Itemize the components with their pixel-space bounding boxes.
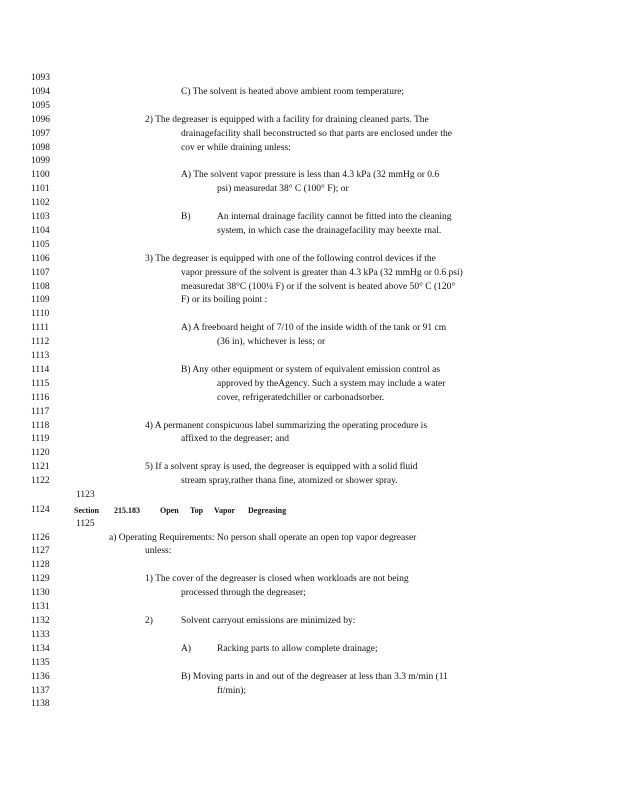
text-line: a) Operating Requirements: No person shall operate an open top vapor degreaser [109, 533, 417, 543]
section-title-word: Open [160, 506, 179, 515]
line-number: 1107 [31, 268, 50, 278]
line-number: 1109 [31, 295, 50, 305]
line-number: 1112 [31, 337, 50, 347]
text-line: A) [181, 644, 192, 654]
line-number: 1122 [31, 476, 50, 486]
line-number: 1121 [31, 462, 50, 472]
text-line: processed through the degreaser; [181, 588, 306, 598]
line-number: 1101 [31, 184, 50, 194]
line-number: 1095 [31, 101, 50, 111]
line-number: 1136 [31, 672, 50, 682]
text-line: 2) The degreaser is equipped with a facility for draining cleaned parts. The [145, 115, 429, 125]
text-line: system, in which case the drainagefacility may beexte rnal. [217, 226, 442, 236]
text-line: affixed to the degreaser; and [181, 434, 289, 444]
text-line: approved by theAgency. Such a system may include a water [217, 379, 446, 389]
text-line: B) [181, 212, 191, 222]
text-line: A) The solvent vapor pressure is less than 4.3 kPa (32 mmHg or 0.6 [181, 170, 440, 180]
text-line: An internal drainage facility cannot be fitted into the cleaning [217, 212, 452, 222]
line-number: 1098 [31, 143, 50, 153]
line-number: 1126 [31, 533, 50, 543]
line-number: 1100 [31, 170, 50, 180]
line-number: 1116 [31, 393, 50, 403]
text-line: unless: [145, 546, 172, 556]
line-number: 1129 [31, 574, 50, 584]
text-line: (36 in), whichever is less; or [217, 337, 326, 347]
text-line: B) Any other equipment or system of equivalent emission control as [181, 365, 441, 375]
line-number: 1131 [31, 602, 50, 612]
line-number: 1111 [31, 323, 49, 333]
line-number: 1124 [31, 505, 50, 515]
text-line: 5) If a solvent spray is used, the degreaser is equipped with a solid fluid [145, 462, 418, 472]
line-number: 1113 [31, 351, 50, 361]
line-number: 1115 [31, 379, 50, 389]
line-number: 1099 [31, 156, 50, 166]
line-number: 1094 [31, 87, 50, 97]
text-line: A) A freeboard height of 7/10 of the inside width of the tank or 91 cm [181, 323, 447, 333]
section-title-word: Top [190, 506, 204, 515]
text-line: B) Moving parts in and out of the degreaser at less than 3.3 m/min (11 [181, 672, 448, 682]
text-line: Racking parts to allow complete drainage; [217, 644, 378, 654]
text-line: psi) measuredat 38° C (100° F); or [217, 184, 349, 194]
line-number: 1130 [31, 588, 50, 598]
line-number: 1137 [31, 686, 50, 696]
line-number: 1104 [31, 226, 50, 236]
text-line: 2) [145, 616, 153, 626]
text-line: F) or its boiling point : [181, 295, 268, 305]
line-number: 1127 [31, 546, 50, 556]
line-number: 1132 [31, 616, 50, 626]
line-number: 1093 [31, 73, 50, 83]
line-number: 1120 [31, 448, 50, 458]
text-line: drainagefacility shall beconstructed so that parts are enclosed under the [181, 129, 452, 139]
text-line: 4) A permanent conspicuous label summarizing the operating procedure is [145, 421, 428, 431]
line-number: 1133 [31, 630, 50, 640]
line-number: 1138 [31, 699, 50, 709]
text-line: ft/min); [217, 686, 247, 696]
line-number: 1106 [31, 254, 50, 264]
text-line: 3) The degreaser is equipped with one of the following control devices if the [145, 254, 436, 264]
line-number: 1123 [76, 490, 95, 500]
line-number: 1125 [76, 519, 95, 529]
text-line: cov er while draining unless: [181, 143, 291, 153]
text-line: Solvent carryout emissions are minimized by: [181, 616, 356, 626]
line-number: 1128 [31, 560, 50, 570]
text-line: measuredat 38°C (100¼ F) or if the solvent is heated above 50° C (120° [181, 282, 456, 292]
line-number: 1096 [31, 115, 50, 125]
line-number: 1117 [31, 407, 50, 417]
text-line: cover, refrigeratedchiller or carbonadsorber. [217, 393, 385, 403]
text-line: 1) The cover of the degreaser is closed when workloads are not being [145, 574, 409, 584]
section-number: 215.183 [114, 506, 140, 515]
text-line: C) The solvent is heated above ambient room temperature; [181, 87, 405, 97]
section-title-word: Vapor [214, 506, 236, 515]
line-number: 1118 [31, 421, 50, 431]
section-label: Section [74, 506, 99, 515]
line-number: 1102 [31, 198, 50, 208]
text-line: stream spray,rather thana fine, atomized or shower spray. [181, 476, 398, 486]
section-title-word: Degreasing [248, 506, 287, 515]
line-number: 1134 [31, 644, 50, 654]
line-number: 1110 [31, 309, 50, 319]
line-number: 1135 [31, 658, 50, 668]
line-number: 1108 [31, 282, 50, 292]
line-number: 1103 [31, 212, 50, 222]
line-number: 1105 [31, 240, 50, 250]
line-number: 1097 [31, 129, 50, 139]
text-line: vapor pressure of the solvent is greater than 4.3 kPa (32 mmHg or 0.6 psi) [181, 268, 463, 278]
line-number: 1114 [31, 365, 50, 375]
line-number: 1119 [31, 434, 50, 444]
